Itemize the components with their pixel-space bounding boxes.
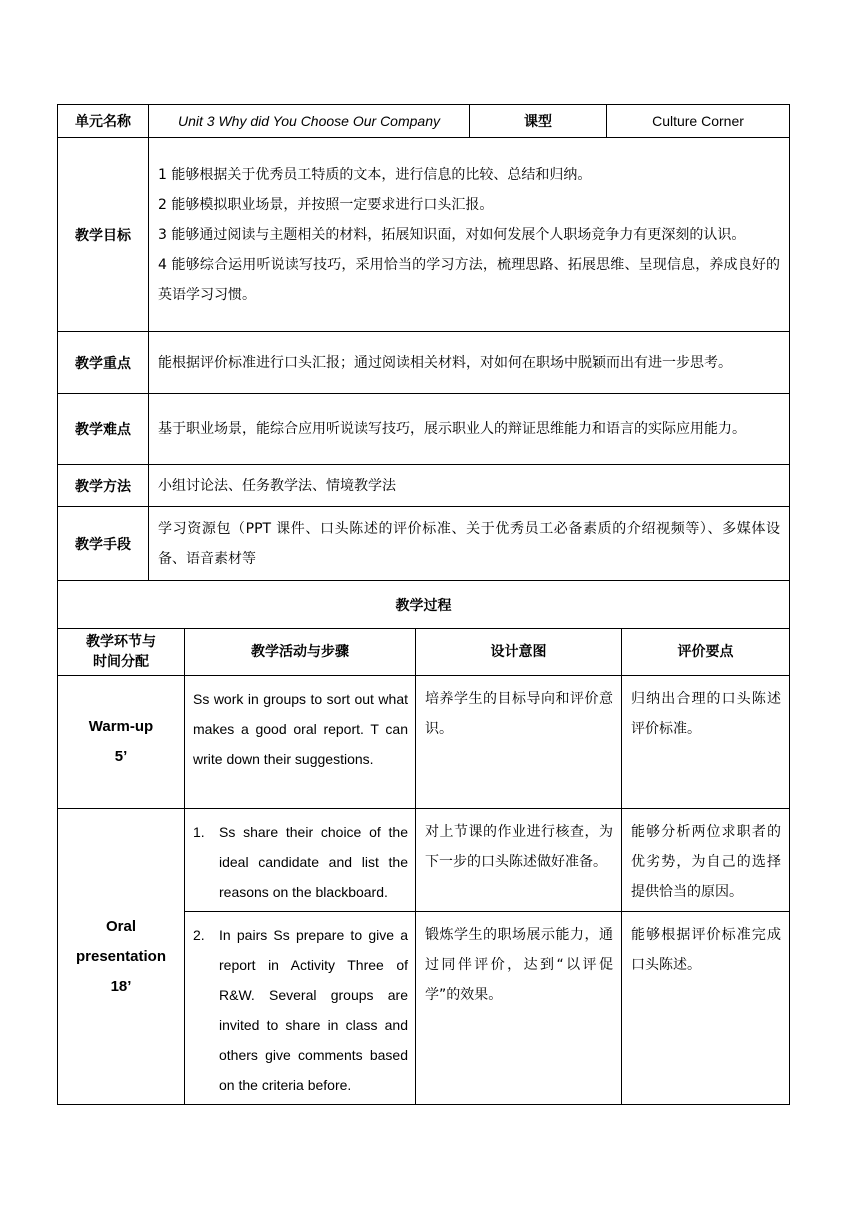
stage-header-line1: 教学环节与 (86, 634, 156, 650)
unit-value: Unit 3 Why did You Choose Our Company (149, 105, 470, 138)
step-number: 2. (193, 927, 205, 943)
method-value: 小组讨论法、任务教学法、情境教学法 (149, 465, 790, 507)
difficulty-row (58, 394, 790, 465)
oral-step1-activity-cell (185, 809, 416, 912)
oral-stage (58, 809, 185, 1105)
key-points-row (58, 332, 790, 394)
oral-step2-intent: 锻炼学生的职场展示能力，通过同伴评价，达到“以评促学”的效果。 (425, 927, 613, 1003)
unit-row (58, 105, 790, 138)
process-title: 教学过程 (58, 581, 790, 629)
evaluation-header: 评价要点 (622, 629, 790, 676)
key-points-value: 能根据评价标准进行口头汇报；通过阅读相关材料，对如何在职场中脱颖而出有进一步思考。 (149, 332, 790, 394)
oral-stage-name-line1: Oral (105, 917, 136, 935)
means-label: 教学手段 (58, 507, 149, 581)
oral-step1-intent: 对上节课的作业进行核查，为下一步的口头陈述做好准备。 (425, 824, 613, 870)
stage-header-line2: 时间分配 (93, 654, 149, 670)
step-number: 1. (193, 824, 205, 840)
type-value: Culture Corner (607, 105, 790, 138)
process-title-row (58, 581, 790, 629)
activity-header: 教学活动与步骤 (185, 629, 416, 676)
oral-step1-row (58, 809, 790, 912)
warmup-stage-time: 5’ (114, 748, 128, 765)
warmup-activity: Ss work in groups to sort out what makes a good oral report. T can write down their suggestions. (193, 691, 408, 767)
goal-item: 3 能够通过阅读与主题相关的材料，拓展知识面，对如何发展个人职场竞争力有更深刻的认识。 (158, 226, 746, 243)
oral-step1-activity: Ss share their choice of the ideal candidate and list the reasons on the blackboard. (219, 824, 408, 900)
oral-step2-activity-cell (185, 912, 416, 1105)
goal-item: 1 能够根据关于优秀员工特质的文本，进行信息的比较、总结和归纳。 (158, 166, 592, 183)
goals-row (58, 138, 790, 332)
teaching-process-table (57, 580, 790, 1105)
oral-stage-name-line2: presentation (75, 947, 166, 965)
intent-header: 设计意图 (416, 629, 622, 676)
method-row (58, 465, 790, 507)
oral-step1-evaluation: 能够分析两位求职者的优劣势，为自己的选择提供恰当的原因。 (631, 824, 781, 900)
goals-label: 教学目标 (58, 138, 149, 332)
oral-step2-evaluation-cell (622, 912, 790, 1105)
oral-step2-activity: In pairs Ss prepare to give a report in Activity Three of R&W. Several groups are invited to share in class and others give comments based on the criteria before. (219, 927, 408, 1093)
difficulty-label: 教学难点 (58, 394, 149, 465)
lesson-info-table (57, 104, 790, 581)
oral-step2-intent-cell (416, 912, 622, 1105)
warmup-intent: 培养学生的目标导向和评价意识。 (425, 691, 613, 737)
means-value: 学习资源包（PPT 课件、口头陈述的评价标准、关于优秀员工必备素质的介绍视频等）、多媒体设备、语音素材等 (149, 507, 790, 581)
warmup-stage-name: Warm-up (88, 718, 154, 735)
warmup-stage (58, 676, 185, 809)
means-row (58, 507, 790, 581)
oral-step1-intent-cell (416, 809, 622, 912)
warmup-intent-cell (416, 676, 622, 809)
warmup-activity-cell (185, 676, 416, 809)
difficulty-value: 基于职业场景，能综合应用听说读写技巧，展示职业人的辩证思维能力和语言的实际应用能力。 (149, 394, 790, 465)
warmup-evaluation: 归纳出合理的口头陈述评价标准。 (631, 691, 781, 737)
process-header-row (58, 629, 790, 676)
warmup-evaluation-cell (622, 676, 790, 809)
goals-content (149, 138, 790, 332)
unit-label: 单元名称 (58, 105, 149, 138)
key-points-label: 教学重点 (58, 332, 149, 394)
goal-item: 4 能够综合运用听说读写技巧，采用恰当的学习方法，梳理思路、拓展思维、呈现信息，养成良好的英语学习习惯。 (158, 256, 780, 303)
stage-header (58, 629, 185, 676)
oral-stage-time: 18’ (110, 977, 132, 995)
oral-step2-evaluation: 能够根据评价标准完成口头陈述。 (631, 927, 781, 973)
method-label: 教学方法 (58, 465, 149, 507)
oral-step1-evaluation-cell (622, 809, 790, 912)
type-label: 课型 (470, 105, 607, 138)
goal-item: 2 能够模拟职业场景，并按照一定要求进行口头汇报。 (158, 196, 494, 213)
warmup-row (58, 676, 790, 809)
